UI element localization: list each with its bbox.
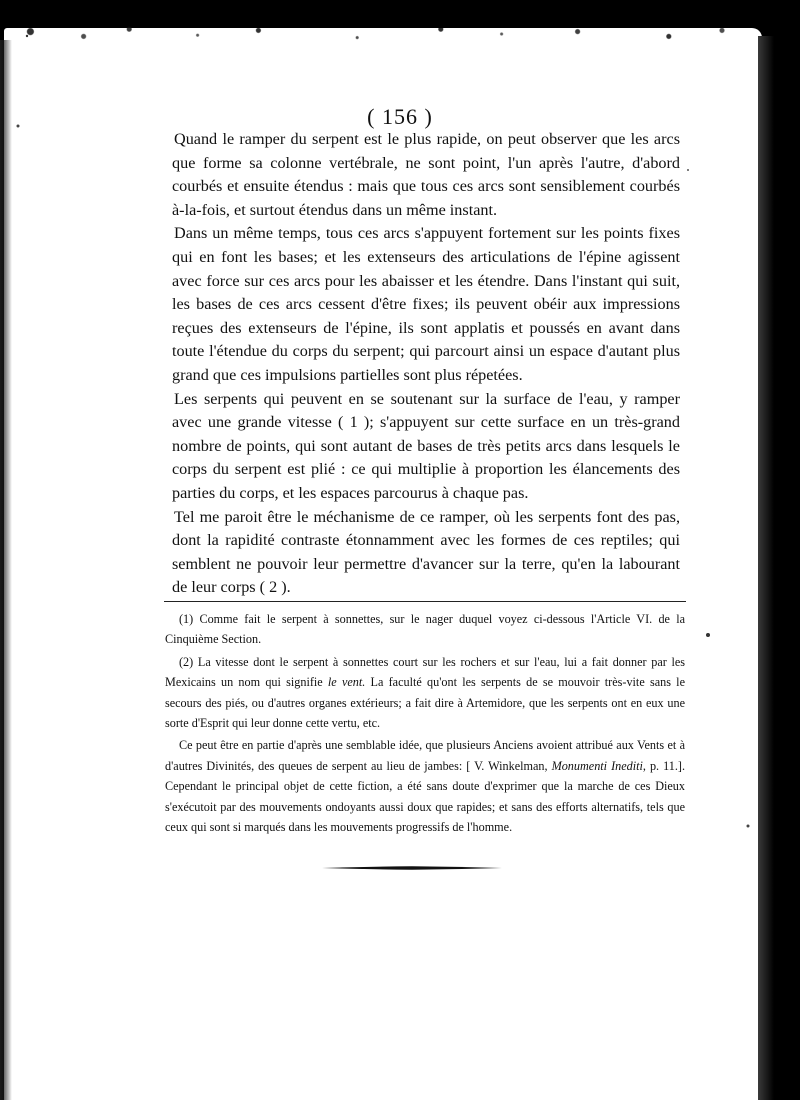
footnote-2-continued xyxy=(165,735,685,837)
footnotes-block xyxy=(165,609,685,837)
left-edge-shadow xyxy=(0,40,12,1100)
paragraph-4: Tel me paroit être le méchanisme de ce ramper, où les serpents font des pas, dont la rapidité contraste étonnamment avec les formes de ces reptiles; qui semblent ne pouvoir leur permettre d'avancer sur la terre, qu'en la labourant de leur corps ( 2 ). xyxy=(172,507,680,597)
footnote-2-italic: le vent. xyxy=(327,675,366,690)
paragraph-3: Les serpents qui peuvent en se soutenant sur la surface de l'eau, y ramper avec une grande vitesse ( 1 ); s'appuyent sur cette surface en un très-grand nombre de points, qui sont autant de bases de très petits arcs dans lesquels le corps du serpent est plié : ce qui multiplie à proportion les élancements des parties du corps, et les espaces parcourus à chaque pas. xyxy=(172,389,680,502)
footnote-2-text-a: (2) La vitesse dont le serpent à sonnettes court sur les rochers et sur l'eau, lui a fait donner par les Mexicains un nom qui signifie xyxy=(165,654,685,690)
right-edge-shadow xyxy=(758,36,774,1100)
page-number: ( 156 ) xyxy=(367,104,433,129)
footnote-1 xyxy=(165,609,685,650)
top-edge-scan-noise xyxy=(0,22,760,46)
footnote-3-text-b: , p. 11.]. Cependant le principal objet de cette fiction, a été sans doute d'exprimer que la marche de ces Dieux s'exécutoit par des mouvements ondoyants aussi doux que rapides; et sans des efforts alternatifs, tels que ceux qui sont si marqués dans les mouvements progressifs de l'homme. xyxy=(165,758,686,835)
footnote-3-text-a: Ce peut être en partie d'après une semblable idée, que plusieurs Anciens avoient attribué aux Vents et à d'autres Divinités, des queues de serpent au lieu de jambes: [ V. Winkelman, xyxy=(165,738,685,773)
footnote-2-text-b: La faculté qu'ont les serpents de se mouvoir très-vite sans le secours des piés, ou d'autres organes extérieurs; a fait dire à Artemidore, que les serpents ont en eux une sorte d'Esprit qui leur donne cette vertu, etc. xyxy=(165,675,685,731)
footnote-1-text: (1) Comme fait le serpent à sonnettes, sur le nager duquel voyez ci-dessous l'Article VI. de la Cinquième Section. xyxy=(165,612,685,647)
paragraph-2: Dans un même temps, tous ces arcs s'appuyent fortement sur les points fixes qui en font les bases; et les extenseurs des articulations de l'épine agissent avec force sur ces arcs pour les abaisser et les étendre. Dans l'instant qui suit, les bases de ces arcs cessent d'être fixes; ils peuvent obéir aux impressions reçues des extenseurs de l'épine, ils sont applatis et poussés en avant dans toute l'étendue du corps du serpent; qui parcourt ainsi un espace d'autant plus grand que ces impulsions partielles sont plus répetées. xyxy=(172,224,680,384)
footnote-3-italic: Monumenti Inediti xyxy=(551,758,643,773)
paragraph-1: Quand le ramper du serpent est le plus rapide, on peut observer que les arcs que forme sa colonne vertébrale, ne sont point, l'un après l'autre, d'abord courbés et ensuite étendus : mais que tous ces arcs sont sensiblement courbés à-la-fois, et surtout étendus dans un même instant. xyxy=(172,130,680,219)
footnote-2 xyxy=(165,652,685,734)
footnote-separator-rule xyxy=(164,601,686,602)
closing-ornament-rule xyxy=(322,866,502,870)
main-text-block xyxy=(172,128,680,600)
